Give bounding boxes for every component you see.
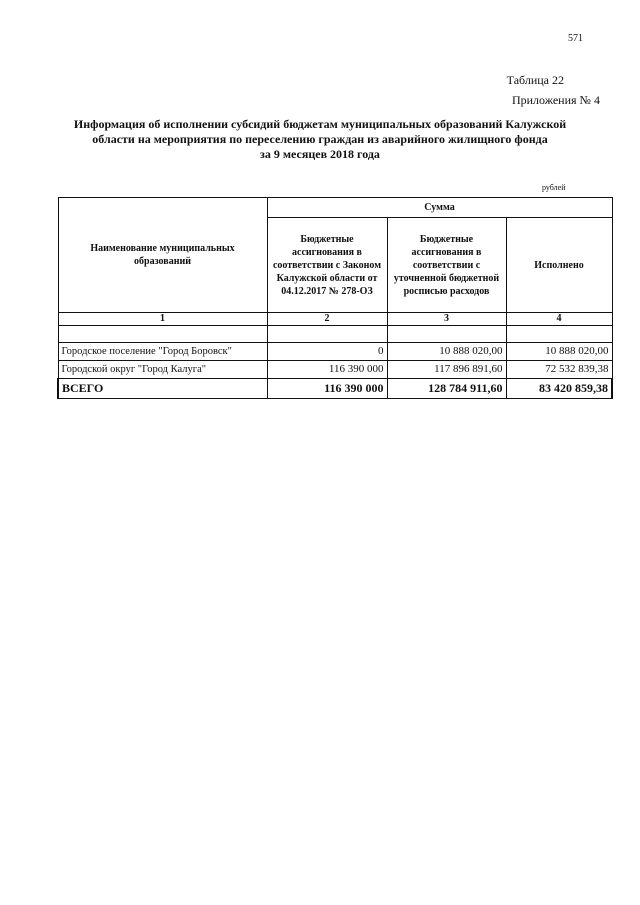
col-header-name: Наименование муниципальных образований <box>58 198 267 313</box>
municipality-name: Городской округ "Город Калуга" <box>58 361 267 379</box>
col-header-revised-allocations: Бюджетные ассигнования в соответствии с уточненной бюджетной росписью расходов <box>387 218 506 313</box>
document-title <box>60 117 580 162</box>
law-allocation-value: 0 <box>267 343 387 361</box>
page-number: 571 <box>568 33 583 44</box>
table-row <box>58 361 612 379</box>
table-row <box>58 343 612 361</box>
total-revised-allocation: 128 784 911,60 <box>387 379 506 399</box>
municipality-name: Городское поселение "Город Боровск" <box>58 343 267 361</box>
appendix-label: Приложения № 4 <box>511 93 600 107</box>
table-label: Таблица 22 <box>506 73 564 87</box>
total-label: ВСЕГО <box>58 379 267 399</box>
col-number: 3 <box>387 313 506 326</box>
revised-allocation-value: 10 888 020,00 <box>387 343 506 361</box>
col-header-law-allocations: Бюджетные ассигнования в соответствии с Законом Калужской области от 04.12.2017 № 278-ОЗ <box>267 218 387 313</box>
total-executed: 83 420 859,38 <box>506 379 612 399</box>
executed-value: 10 888 020,00 <box>506 343 612 361</box>
subsidy-table <box>57 197 613 399</box>
total-law-allocation: 116 390 000 <box>267 379 387 399</box>
col-number: 1 <box>58 313 267 326</box>
title-line-1: Информация об исполнении субсидий бюджетам муниципальных образований Калужской <box>73 117 567 131</box>
col-number: 4 <box>506 313 612 326</box>
spacer-row <box>58 326 612 343</box>
column-number-row <box>58 313 612 326</box>
title-line-3: за 9 месяцев 2018 года <box>260 147 380 161</box>
units-label: рублей <box>542 183 566 192</box>
group-header-sum: Сумма <box>267 198 612 218</box>
revised-allocation-value: 117 896 891,60 <box>387 361 506 379</box>
executed-value: 72 532 839,38 <box>506 361 612 379</box>
law-allocation-value: 116 390 000 <box>267 361 387 379</box>
title-line-2: области на мероприятия по переселению граждан из аварийного жилищного фонда <box>92 132 548 146</box>
total-row <box>58 379 612 399</box>
col-header-executed: Исполнено <box>506 218 612 313</box>
col-number: 2 <box>267 313 387 326</box>
